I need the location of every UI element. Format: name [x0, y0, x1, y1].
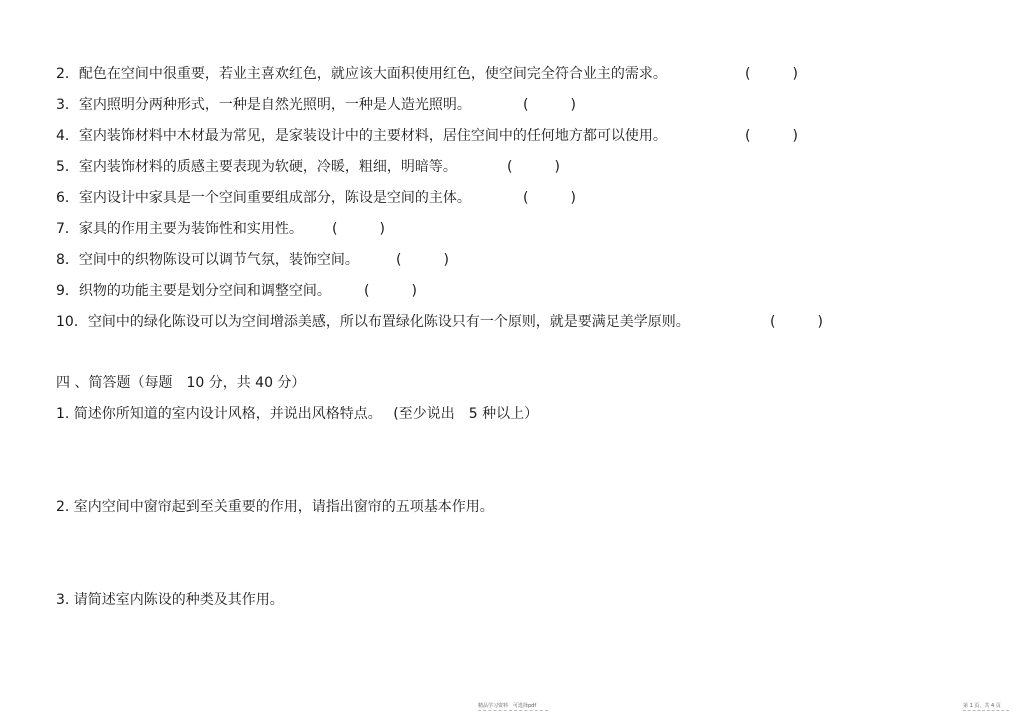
judge-item-5: 5．室内装饰材料的质感主要表现为软硬，冷暖，粗细，明暗等。 [56, 159, 457, 175]
section-title-short-answer: 四 、简答题（每题 10 分，共 40 分） [56, 375, 306, 391]
answer-blank-9[interactable]: ( ) [364, 283, 417, 299]
judge-item-9: 9．织物的功能主要是划分空间和调整空间。 [56, 283, 331, 299]
answer-blank-4[interactable]: ( ) [745, 128, 798, 144]
judge-item-4: 4．室内装饰材料中木材最为常见，是家装设计中的主要材料，居住空间中的任何地方都可以使用。 [56, 128, 667, 144]
judge-item-2: 2．配色在空间中很重要，若业主喜欢红色，就应该大面积使用红色，使空间完全符合业主的需求。 [56, 66, 667, 82]
footer-divider-right [963, 710, 1009, 711]
footer-watermark-text: 精品学习资料 可选择pdf [478, 703, 537, 709]
short-answer-question-1: 1. 简述你所知道的室内设计风格，并说出风格特点。 (至少说出 5 种以上） [56, 406, 539, 422]
footer-divider-left [478, 710, 548, 711]
answer-blank-3[interactable]: ( ) [523, 97, 576, 113]
footer-page-number: 第 1 页，共 4 页 [963, 703, 1001, 709]
short-answer-question-3: 3. 请简述室内陈设的种类及其作用。 [56, 592, 284, 608]
judge-item-7: 7．家具的作用主要为装饰性和实用性。 [56, 221, 303, 237]
answer-blank-5[interactable]: ( ) [507, 159, 560, 175]
answer-blank-6[interactable]: ( ) [523, 190, 576, 206]
answer-blank-7[interactable]: ( ) [332, 221, 385, 237]
answer-blank-8[interactable]: ( ) [396, 252, 449, 268]
judge-item-8: 8．空间中的织物陈设可以调节气氛，装饰空间。 [56, 252, 359, 268]
judge-item-6: 6．室内设计中家具是一个空间重要组成部分，陈设是空间的主体。 [56, 190, 471, 206]
answer-blank-10[interactable]: ( ) [770, 314, 823, 330]
judge-item-10: 10．空间中的绿化陈设可以为空间增添美感，所以布置绿化陈设只有一个原则，就是要满足美学原则。 [56, 314, 690, 330]
short-answer-question-2: 2. 室内空间中窗帘起到至关重要的作用，请指出窗帘的五项基本作用。 [56, 499, 494, 515]
answer-blank-2[interactable]: ( ) [745, 66, 798, 82]
judge-item-3: 3．室内照明分两种形式，一种是自然光照明，一种是人造光照明。 [56, 97, 471, 113]
